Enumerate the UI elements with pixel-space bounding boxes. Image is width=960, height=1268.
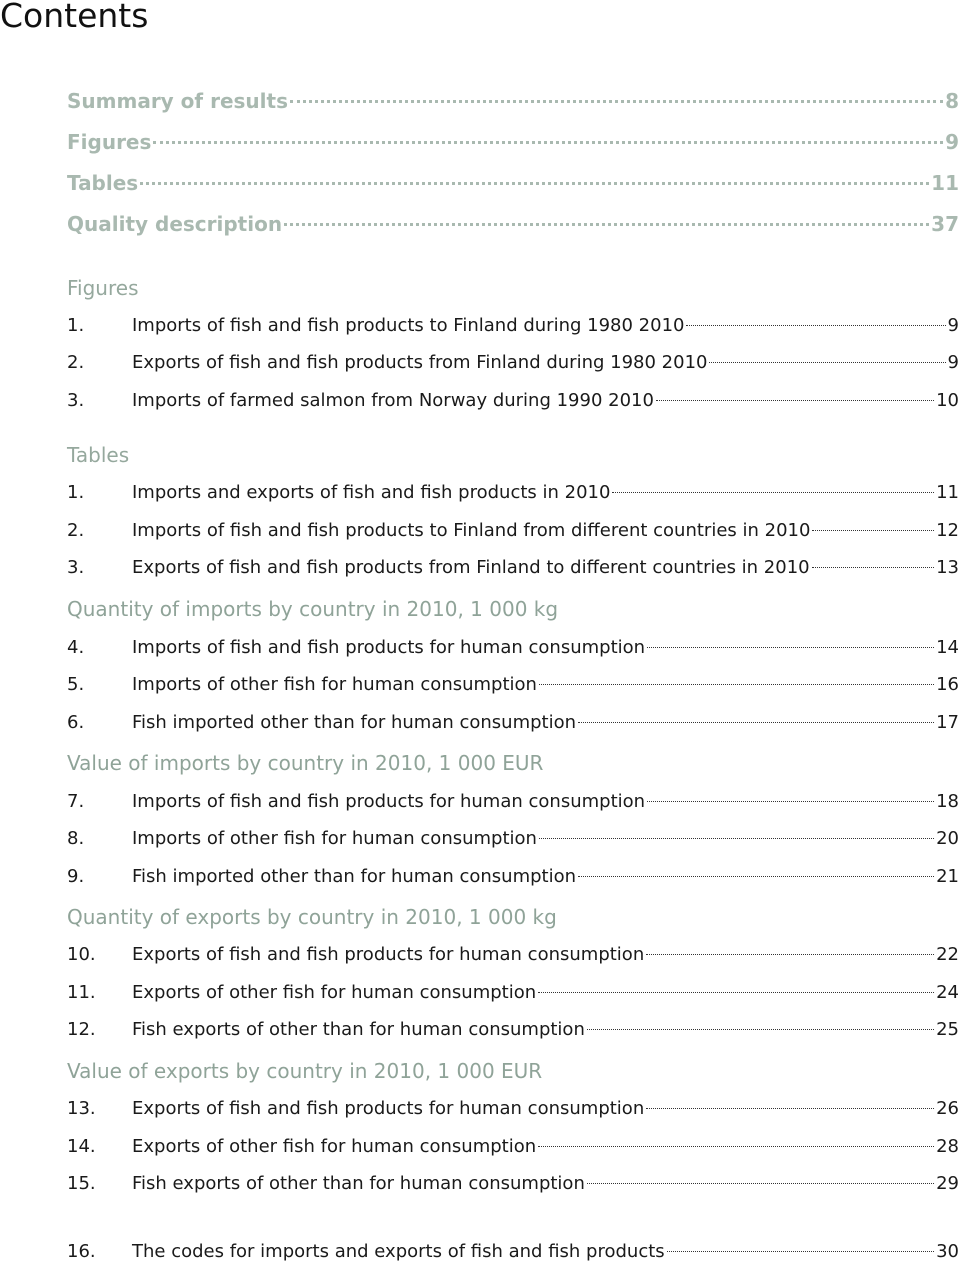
toc-entry-tables[interactable] [67,170,959,196]
entry-label: Exports of fish and fish products from Finland during 1980 2010 [132,352,708,373]
toc-entry-summary-of-results[interactable] [67,88,959,114]
dot-leader [812,530,934,531]
dot-leader [538,1146,934,1147]
entry-number: 2. [67,520,85,541]
dot-leader [578,722,934,723]
entry-number: 12. [67,1019,96,1040]
toc-entry-page: 8 [945,89,959,113]
dot-leader [656,400,934,401]
entry-page: 26 [936,1098,959,1119]
entry-number: 1. [67,315,85,336]
page-title: Contents [0,0,149,35]
table-entry-5[interactable] [67,672,959,698]
table-entry-11[interactable] [67,980,959,1006]
entry-page: 14 [936,637,959,658]
entry-number: 15. [67,1173,96,1194]
entry-label: Imports of fish and fish products for human consumption [132,637,646,658]
entry-number: 1. [67,482,85,503]
dot-leader [539,838,934,839]
entry-page: 9 [947,352,959,373]
value-imports-heading: Value of imports by country in 2010, 1 000 EUR [67,751,544,775]
dot-leader [153,141,943,144]
entry-label: Fish imported other than for human consumption [132,712,577,733]
table-entry-7[interactable] [67,789,959,815]
entry-label: Exports of fish and fish products for human consumption [132,944,645,965]
entry-page: 29 [936,1173,959,1194]
entry-page: 11 [936,482,959,503]
entry-page: 13 [936,557,959,578]
entry-label: Exports of fish and fish products from Finland to different countries in 2010 [132,557,810,578]
entry-label: Imports of farmed salmon from Norway during 1990 2010 [132,390,654,411]
entry-label: Imports of other fish for human consumption [132,674,537,695]
entry-page: 18 [936,791,959,812]
entry-number: 3. [67,390,85,411]
dot-leader [667,1251,934,1252]
dot-leader [686,325,945,326]
entry-label: Imports of fish and fish products to Finland during 1980 2010 [132,315,685,336]
table-entry-12[interactable] [67,1017,959,1043]
dot-leader [646,1108,934,1109]
entry-page: 20 [936,828,959,849]
table-entry-2[interactable] [67,518,959,544]
table-entry-6[interactable] [67,710,959,736]
dot-leader [538,992,934,993]
entry-label: Imports of other fish for human consumption [132,828,537,849]
entry-label: Exports of fish and fish products for human consumption [132,1098,645,1119]
table-entry-8[interactable] [67,826,959,852]
toc-entry-label: Tables [67,171,139,195]
dot-leader [709,362,945,363]
toc-entry-figures[interactable] [67,129,959,155]
entry-label: Fish exports of other than for human consumption [132,1173,585,1194]
entry-page: 9 [947,315,959,336]
toc-entry-page: 37 [931,212,959,236]
dot-leader [539,684,934,685]
entry-page: 30 [936,1241,959,1262]
entry-label: Fish imported other than for human consumption [132,866,577,887]
figure-entry-3[interactable] [67,388,959,414]
table-entry-16[interactable] [67,1239,959,1265]
entry-number: 10. [67,944,96,965]
toc-entry-label: Summary of results [67,89,288,113]
toc-entry-label: Figures [67,130,152,154]
figures-section-heading: Figures [67,276,139,300]
table-entry-10[interactable] [67,942,959,968]
dot-leader [812,567,934,568]
entry-number: 16. [67,1241,96,1262]
entry-page: 22 [936,944,959,965]
entry-page: 24 [936,982,959,1003]
entry-number: 4. [67,637,85,658]
entry-number: 5. [67,674,85,695]
entry-label: Exports of other fish for human consumption [132,1136,537,1157]
dot-leader [140,182,929,185]
entry-number: 8. [67,828,85,849]
entry-label: Imports of fish and fish products for human consumption [132,791,646,812]
quantity-exports-heading: Quantity of exports by country in 2010, 1 000 kg [67,905,557,929]
entry-number: 13. [67,1098,96,1119]
value-exports-heading: Value of exports by country in 2010, 1 000 EUR [67,1059,543,1083]
dot-leader [578,876,934,877]
entry-label: Exports of other fish for human consumption [132,982,537,1003]
entry-page: 16 [936,674,959,695]
entry-number: 6. [67,712,85,733]
entry-number: 2. [67,352,85,373]
table-entry-15[interactable] [67,1171,959,1197]
entry-label: The codes for imports and exports of fish and fish products [132,1241,665,1262]
toc-entry-quality-description[interactable] [67,211,959,237]
entry-page: 17 [936,712,959,733]
entry-page: 25 [936,1019,959,1040]
table-entry-13[interactable] [67,1096,959,1122]
entry-page: 28 [936,1136,959,1157]
figure-entry-1[interactable] [67,313,959,339]
dot-leader [290,100,943,103]
table-entry-14[interactable] [67,1134,959,1160]
entry-page: 10 [936,390,959,411]
entry-number: 11. [67,982,96,1003]
table-entry-4[interactable] [67,635,959,661]
table-entry-1[interactable] [67,480,959,506]
entry-page: 21 [936,866,959,887]
dot-leader [647,647,934,648]
entry-number: 14. [67,1136,96,1157]
entry-number: 7. [67,791,85,812]
dot-leader [284,223,929,226]
table-entry-3[interactable] [67,555,959,581]
entry-label: Imports of fish and fish products to Finland from different countries in 2010 [132,520,811,541]
dot-leader [647,801,934,802]
dot-leader [646,954,934,955]
toc-entry-label: Quality description [67,212,283,236]
figure-entry-2[interactable] [67,350,959,376]
tables-section-heading: Tables [67,443,130,467]
toc-entry-page: 11 [931,171,959,195]
dot-leader [587,1029,934,1030]
toc-entry-page: 9 [945,130,959,154]
entry-page: 12 [936,520,959,541]
entry-number: 9. [67,866,85,887]
dot-leader [612,492,934,493]
table-entry-9[interactable] [67,864,959,890]
dot-leader [587,1183,934,1184]
entry-label: Imports and exports of fish and fish products in 2010 [132,482,611,503]
entry-number: 3. [67,557,85,578]
quantity-imports-heading: Quantity of imports by country in 2010, 1 000 kg [67,597,559,621]
entry-label: Fish exports of other than for human consumption [132,1019,585,1040]
